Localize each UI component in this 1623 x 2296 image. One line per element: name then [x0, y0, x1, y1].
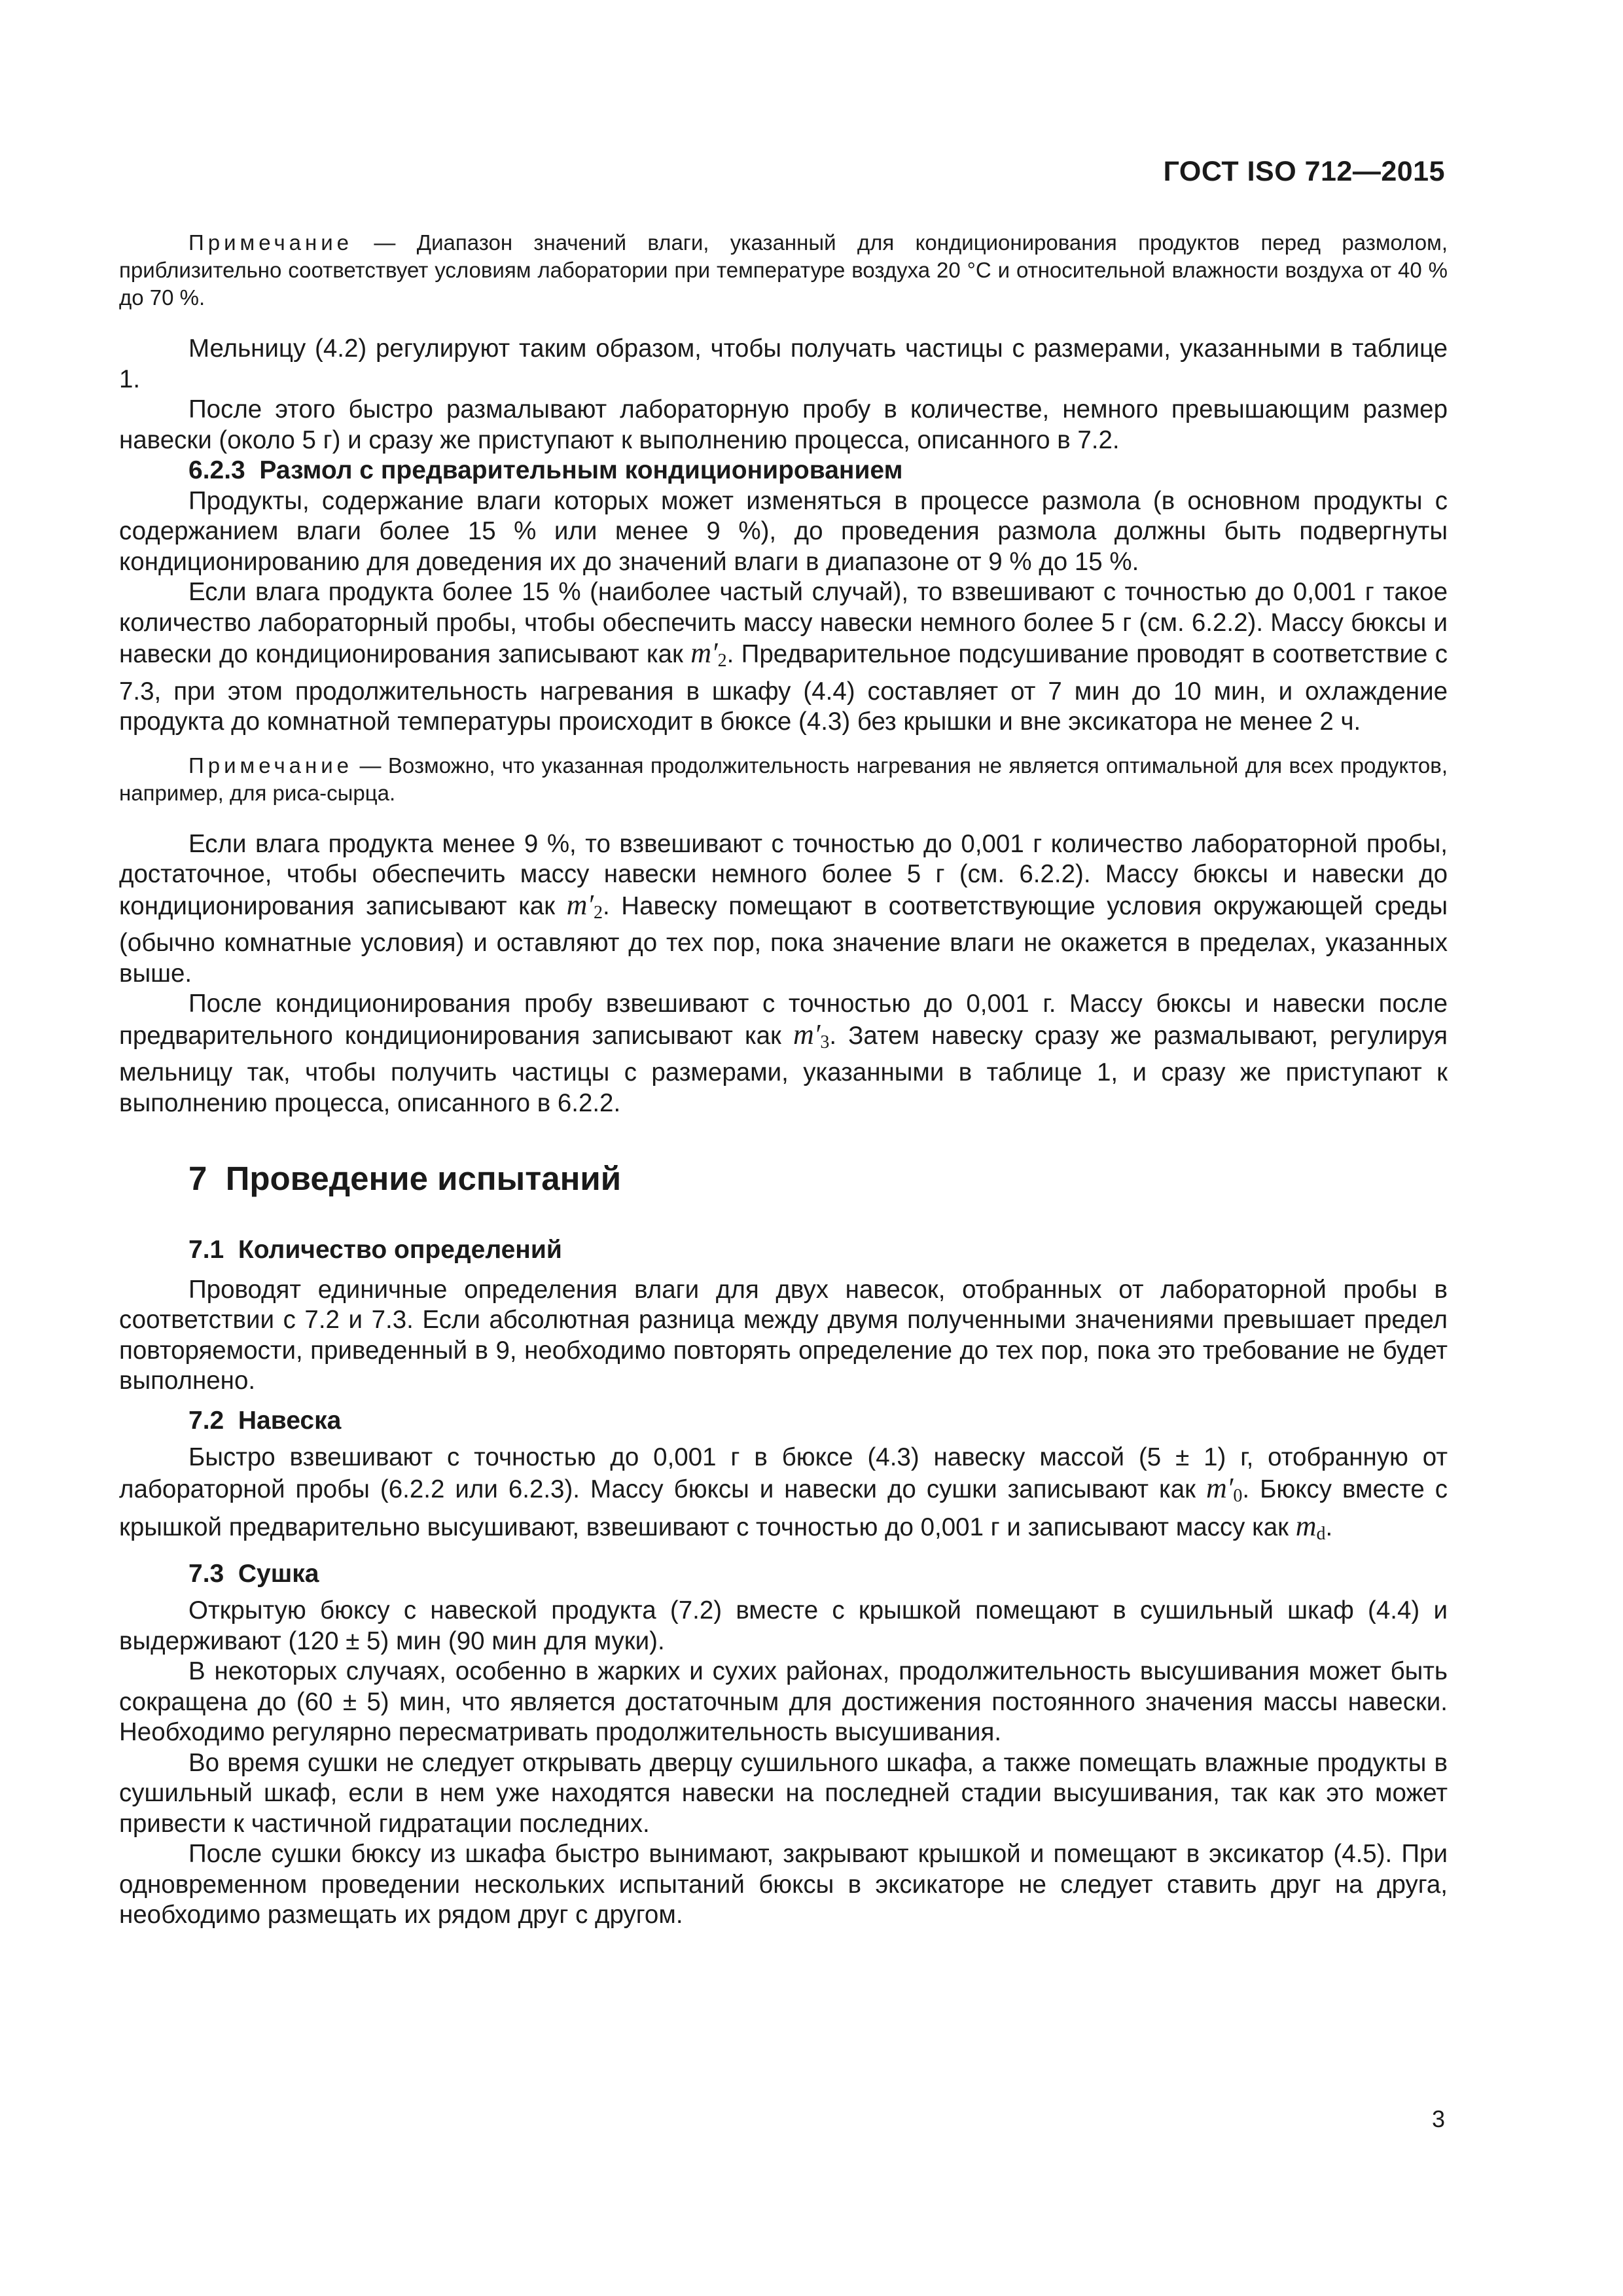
text-run: Быстро взвешивают с точностью до 0,001 г в бюксе (4.3) навеску массой (5 ± 1) г, отобранную от лабораторной пробы (6.2.2 или 6.2.3). Массу бюксы и навески до сушки записывают как	[119, 1443, 1448, 1503]
subsection-heading-6-2-3	[119, 456, 1448, 486]
page-number: 3	[1431, 2106, 1445, 2132]
variable-symbol: m′	[690, 637, 718, 669]
note-text: — Диапазон значений влаги, указанный для кондиционирования продуктов перед размолом, приблизительно соответствует условиям лаборатории при температуре воздуха 20 °C и относительной влажности воздуха от 40 % до 70 %.	[119, 230, 1448, 310]
note-label: Примечание	[188, 230, 353, 255]
paragraph: В некоторых случаях, особенно в жарких и сухих районах, продолжительность высушивания может быть сокращена до (60 ± 5) мин, что является достаточным для достижения постоянного значения массы навески. Необходимо регулярно пересматривать продолжительность высушивания.	[119, 1657, 1448, 1746]
heading-title: Проведение испытаний	[225, 1160, 622, 1197]
note-label: Примечание	[188, 753, 353, 778]
section-heading-7	[119, 1159, 1448, 1198]
note-2	[119, 752, 1448, 807]
variable-subscript: 0	[1233, 1485, 1243, 1506]
paragraph	[119, 1443, 1448, 1550]
text-run: После кондиционирования пробу взвешивают с точностью до 0,001 г. Массу бюксы и навески после предварительного кондиционирования записывают как	[119, 990, 1448, 1050]
variable-subscript: d	[1316, 1524, 1326, 1544]
math-variable	[793, 1018, 829, 1050]
paragraph: Открытую бюксу с навеской продукта (7.2) вместе с крышкой помещают в сушильный шкаф (4.4) и выдерживают (120 ± 5) мин (90 мин для муки).	[119, 1596, 1448, 1655]
paragraph: Продукты, содержание влаги которых может изменяться в процессе размола (в основном продукты с содержанием влаги более 15 % или менее 9 %), до проведения размола должны быть подвергнуты кондиционированию для доведения их до значений влаги в диапазоне от 9 % до 15 %.	[119, 486, 1448, 576]
variable-subscript: 3	[820, 1031, 830, 1052]
heading-number: 7.2	[188, 1406, 224, 1435]
subsection-heading-7-1	[119, 1235, 1448, 1266]
text-run: Если влага продукта менее 9 %, то взвешивают с точностью до 0,001 г количество лабораторной пробы, достаточное, чтобы обеспечить массу навески немного более 5 г (см. 6.2.2). Массу бюксы и навески до кондиционирования записывают как	[119, 829, 1448, 920]
note-text: — Возможно, что указанная продолжительность нагревания не является оптимальной для всех продуктов, например, для риса-сырца.	[119, 753, 1448, 805]
paragraph	[119, 989, 1448, 1119]
heading-number: 7.1	[188, 1236, 224, 1264]
variable-subscript: 2	[594, 902, 603, 923]
text-run: . Навеску помещают в соответствующие условия окружающей среды (обычно комнатные условия) и оставляют до тех пор, пока значение влаги не окажется в пределах, указанных выше.	[119, 891, 1448, 988]
paragraph: Мельницу (4.2) регулируют таким образом, чтобы получать частицы с размерами, указанными в таблице 1.	[119, 334, 1448, 393]
variable-symbol: m′	[566, 888, 594, 921]
variable-symbol: m′	[1205, 1471, 1234, 1504]
document-body	[119, 229, 1448, 1931]
paragraph: Во время сушки не следует открывать дверцу сушильного шкафа, а также помещать влажные продукты в сушильный шкаф, если в нем уже находятся навески на последней стадии высушивания, так как это может привести к частичной гидратации последних.	[119, 1748, 1448, 1838]
paragraph: После сушки бюксу из шкафа быстро вынимают, закрывают крышкой и помещают в эксикатор (4.5). При одновременном проведении нескольких испытаний бюксы в эксикаторе не следует ставить друг на друга, необходимо размещать их рядом друг с другом.	[119, 1840, 1448, 1929]
paragraph	[119, 577, 1448, 738]
variable-subscript: 2	[717, 651, 727, 671]
note-1	[119, 229, 1448, 312]
text-run: .	[1325, 1513, 1333, 1541]
math-variable	[1296, 1510, 1326, 1542]
text-run: . Бюксу вместе с крышкой предварительно высушивают, взвешивают с точностью до 0,001 г и записывают массу как	[119, 1475, 1448, 1541]
document-header: ГОСТ ISO 712—2015	[1163, 156, 1445, 187]
heading-number: 6.2.3	[188, 456, 245, 484]
heading-number: 7.3	[188, 1559, 224, 1588]
subsection-heading-7-2	[119, 1406, 1448, 1437]
math-variable	[567, 889, 603, 921]
paragraph: После этого быстро размалывают лабораторную пробу в количестве, немного превышающим размер навески (около 5 г) и сразу же приступают к выполнению процесса, описанного в 7.2.	[119, 395, 1448, 454]
heading-title: Количество определений	[238, 1236, 562, 1264]
heading-title: Размол с предварительным кондиционированием	[259, 456, 903, 484]
text-run: . Предварительное подсушивание проводят в соответствие с 7.3, при этом продолжительность нагревания в шкафу (4.4) составляет от 7 мин до 10 мин, и охлаждение продукта до комнатной температуры происходит в бюксе (4.3) без крышки и вне эксикатора не менее 2 ч.	[119, 640, 1448, 736]
heading-number: 7	[188, 1160, 207, 1197]
math-variable	[1206, 1472, 1242, 1504]
heading-title: Навеска	[238, 1406, 342, 1435]
paragraph	[119, 829, 1448, 990]
math-variable	[690, 637, 726, 669]
text-run: . Затем навеску сразу же размалывают, регулируя мельницу так, чтобы получить частицы с размерами, указанными в таблице 1, и сразу же приступают к выполнению процесса, описанного в 6.2.2.	[119, 1021, 1448, 1117]
paragraph: Проводят единичные определения влаги для двух навесок, отобранных от лабораторной пробы в соответствии с 7.2 и 7.3. Если абсолютная разница между двумя полученными значениями превышает предел повторяемости, приведенный в 9, необходимо повторять определение до тех пор, пока это требование не будет выполнено.	[119, 1275, 1448, 1395]
variable-symbol: m′	[793, 1018, 821, 1050]
variable-symbol: m	[1295, 1510, 1317, 1542]
subsection-heading-7-3	[119, 1559, 1448, 1590]
heading-title: Сушка	[238, 1559, 319, 1588]
text-run: Если влага продукта более 15 % (наиболее частый случай), то взвешивают с точностью до 0,001 г такое количество лабораторный пробы, чтобы обеспечить массу навески немного более 5 г (см. 6.2.2). Массу бюксы и навески до кондиционирования записывают как	[119, 578, 1448, 668]
